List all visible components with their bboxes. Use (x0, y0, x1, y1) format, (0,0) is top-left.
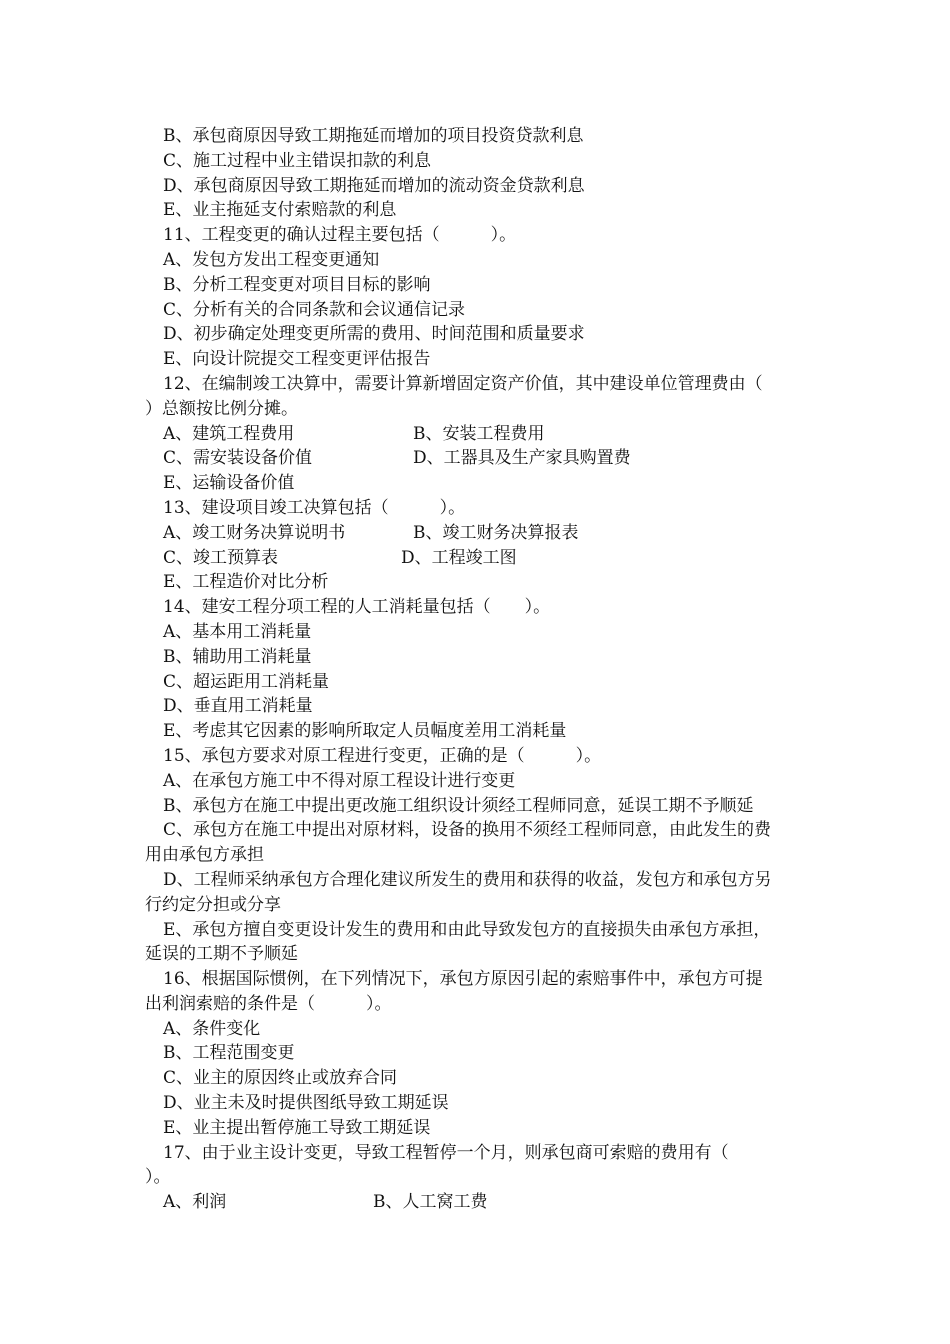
option-line: E、运输设备价值 (163, 473, 295, 494)
option-line: D、工程师采纳承包方合理化建议所发生的费用和获得的收益，发包方和承包方另 (163, 869, 772, 890)
option-line: C、分析有关的合同条款和会议通信记录 (163, 299, 466, 320)
document-content (145, 124, 850, 1215)
option-line: B、竣工财务决算报表 (413, 522, 579, 543)
option-line: A、发包方发出工程变更通知 (163, 249, 380, 270)
question-16: 16、根据国际惯例，在下列情况下，承包方原因引起的索赔事件中，承包方可提 (163, 969, 763, 990)
option-line: B、分析工程变更对项目目标的影响 (163, 274, 431, 295)
option-line: D、垂直用工消耗量 (163, 696, 313, 717)
option-line: B、人工窝工费 (373, 1192, 488, 1213)
question-15: 15、承包方要求对原工程进行变更，正确的是（ ）。 (163, 745, 602, 766)
question-11: 11、工程变更的确认过程主要包括（ ）。 (163, 225, 517, 246)
option-line-cont: 用由承包方承担 (145, 845, 264, 866)
option-line: B、工程范围变更 (163, 1043, 295, 1064)
option-line: D、业主未及时提供图纸导致工期延误 (163, 1093, 449, 1114)
option-line-cont: 行约定分担或分享 (145, 894, 281, 915)
option-line: C、承包方在施工中提出对原材料，设备的换用不须经工程师同意，由此发生的费 (163, 820, 772, 841)
option-pair (145, 546, 850, 571)
question-14: 14、建安工程分项工程的人工消耗量包括（ ）。 (163, 597, 551, 618)
option-line: E、承包方擅自变更设计发生的费用和由此导致发包方的直接损失由承包方承担， (163, 919, 771, 940)
option-line: A、竣工财务决算说明书 (163, 522, 346, 543)
option-line: E、业主拖延支付索赔款的利息 (163, 200, 397, 221)
option-line: C、超运距用工消耗量 (163, 671, 330, 692)
option-line: C、需安装设备价值 (163, 448, 313, 469)
question-12: 12、在编制竣工决算中，需要计算新增固定资产价值，其中建设单位管理费由（ (163, 373, 763, 394)
option-line: A、利润 (163, 1192, 227, 1213)
option-line: D、初步确定处理变更所需的费用、时间范围和质量要求 (163, 324, 585, 345)
option-pair (145, 1190, 850, 1215)
question-16-cont: 出利润索赔的条件是（ ）。 (145, 993, 392, 1014)
option-line: A、建筑工程费用 (163, 423, 295, 444)
option-line: A、条件变化 (163, 1018, 261, 1039)
option-line: E、考虑其它因素的影响所取定人员幅度差用工消耗量 (163, 721, 567, 742)
option-line: E、向设计院提交工程变更评估报告 (163, 349, 431, 370)
option-line: A、在承包方施工中不得对原工程设计进行变更 (163, 770, 516, 791)
option-line: B、安装工程费用 (413, 423, 545, 444)
option-line: A、基本用工消耗量 (163, 621, 312, 642)
option-pair (145, 521, 850, 546)
option-pair (145, 446, 850, 471)
option-line: E、工程造价对比分析 (163, 572, 329, 593)
question-13: 13、建设项目竣工决算包括（ ）。 (163, 497, 466, 518)
option-line: D、工程竣工图 (401, 547, 517, 568)
question-17-cont: ）。 (145, 1167, 171, 1188)
option-line: C、施工过程中业主错误扣款的利息 (163, 150, 432, 171)
option-line: E、业主提出暂停施工导致工期延误 (163, 1117, 431, 1138)
option-line: D、承包商原因导致工期拖延而增加的流动资金贷款利息 (163, 175, 585, 196)
option-line: C、竣工预算表 (163, 547, 279, 568)
option-line: B、承包商原因导致工期拖延而增加的项目投资贷款利息 (163, 126, 584, 146)
option-line: D、工器具及生产家具购置费 (413, 448, 631, 469)
option-line: B、承包方在施工中提出更改施工组织设计须经工程师同意，延误工期不予顺延 (163, 795, 754, 816)
question-17: 17、由于业主设计变更，导致工程暂停一个月，则承包商可索赔的费用有（ (163, 1142, 729, 1163)
option-pair (145, 422, 850, 447)
option-line: B、辅助用工消耗量 (163, 646, 312, 667)
option-line: C、业主的原因终止或放弃合同 (163, 1068, 398, 1089)
question-12-cont: ）总额按比例分摊。 (145, 398, 298, 419)
option-line-cont: 延误的工期不予顺延 (145, 944, 298, 965)
